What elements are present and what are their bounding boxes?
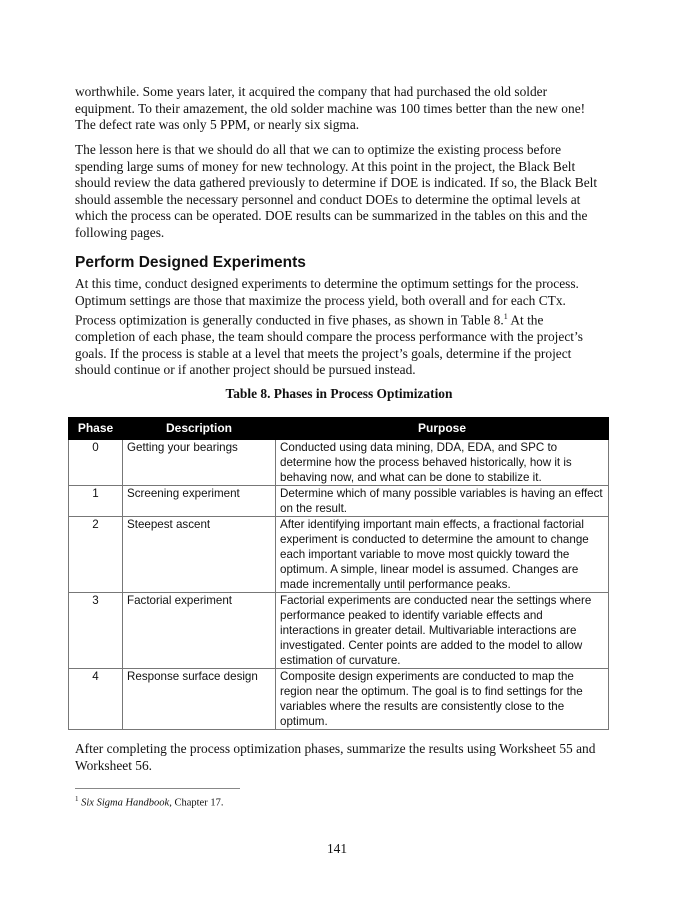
phase-cell: 2 — [69, 517, 123, 593]
column-header-purpose: Purpose — [276, 418, 609, 440]
table-caption: Table 8. Phases in Process Optimization — [225, 386, 453, 401]
phase-cell: 4 — [69, 669, 123, 730]
purpose-cell: After identifying important main effects, a fractional factorial experiment is conducted to determine the amount to change each important variable to move most quickly toward the optimum. A simple, linear model is assumed. Changes are made incrementally until performance peaks. — [276, 517, 609, 593]
section-heading: Perform Designed Experiments — [75, 254, 306, 271]
table-row — [69, 440, 609, 486]
description-cell: Getting your bearings — [123, 440, 276, 486]
paragraph-text-continued: At the completion of each phase, the team should compare the process performance with the project’s goals. If the process is stable at a level that meets the project’s goals, determine if the project should continue or if another project should be pursued instead. — [75, 312, 583, 378]
phase-cell: 1 — [69, 486, 123, 517]
phase-cell: 3 — [69, 593, 123, 669]
description-cell: Response surface design — [123, 669, 276, 730]
footnote-divider — [75, 788, 240, 789]
paragraph-designed-experiments — [75, 276, 603, 379]
purpose-cell: Conducted using data mining, DDA, EDA, and SPC to determine how the process behaved historically, how it is behaving now, and what can be done to stabilize it. — [276, 440, 609, 486]
phase-cell: 0 — [69, 440, 123, 486]
description-cell: Factorial experiment — [123, 593, 276, 669]
footnote-reference: 1 — [503, 312, 508, 322]
table-row — [69, 486, 609, 517]
footnote-book-title: Six Sigma Handbook — [81, 797, 170, 809]
phases-table — [68, 417, 609, 730]
purpose-cell: Factorial experiments are conducted near the settings where performance peaked to identify variable effects and interactions in greater detail. Multivariable interactions are investigated. Center points are added to the model to allow estimation of curvature. — [276, 593, 609, 669]
paragraph-lesson: The lesson here is that we should do all that we can to optimize the existing process before spending large sums of money for new technology. At this point in the project, the Black Belt should review the data gathered previously to determine if DOE is indicated. If so, the Black Belt should assemble the necessary personnel and conduct DOEs to determine the optimal levels at which the process can be operated. DOE results can be summarized in the tables on this and the following pages. — [75, 142, 598, 240]
paragraph-summary: After completing the process optimization phases, summarize the results using Worksheet 55 and Worksheet 56. — [75, 741, 596, 773]
description-cell: Steepest ascent — [123, 517, 276, 593]
page-number: 141 — [326, 841, 348, 856]
column-header-description: Description — [123, 418, 276, 440]
purpose-cell: Determine which of many possible variables is having an effect on the result. — [276, 486, 609, 517]
table-row — [69, 593, 609, 669]
column-header-phase: Phase — [69, 418, 123, 440]
table-row — [69, 517, 609, 593]
description-cell: Screening experiment — [123, 486, 276, 517]
purpose-cell: Composite design experiments are conducted to map the region near the optimum. The goal is to find settings for the variables where the results are consistently close to the optimum. — [276, 669, 609, 730]
footnote-marker: 1 — [75, 795, 79, 803]
paragraph-text: At this time, conduct designed experiments to determine the optimum settings for the process. Optimum settings are those that maximize the process yield, both overall and for each CTx. Process optimization is generally conducted in five phases, as shown in Table 8. — [75, 276, 579, 328]
footnote — [75, 795, 223, 809]
paragraph-intro: worthwhile. Some years later, it acquired the company that had purchased the old solder equipment. To their amazement, the old solder machine was 100 times better than the new one! The defect rate was only 5 PPM, or nearly six sigma. — [75, 84, 586, 133]
table-row — [69, 669, 609, 730]
table-header-row — [69, 418, 609, 440]
footnote-text: , Chapter 17. — [169, 797, 224, 809]
